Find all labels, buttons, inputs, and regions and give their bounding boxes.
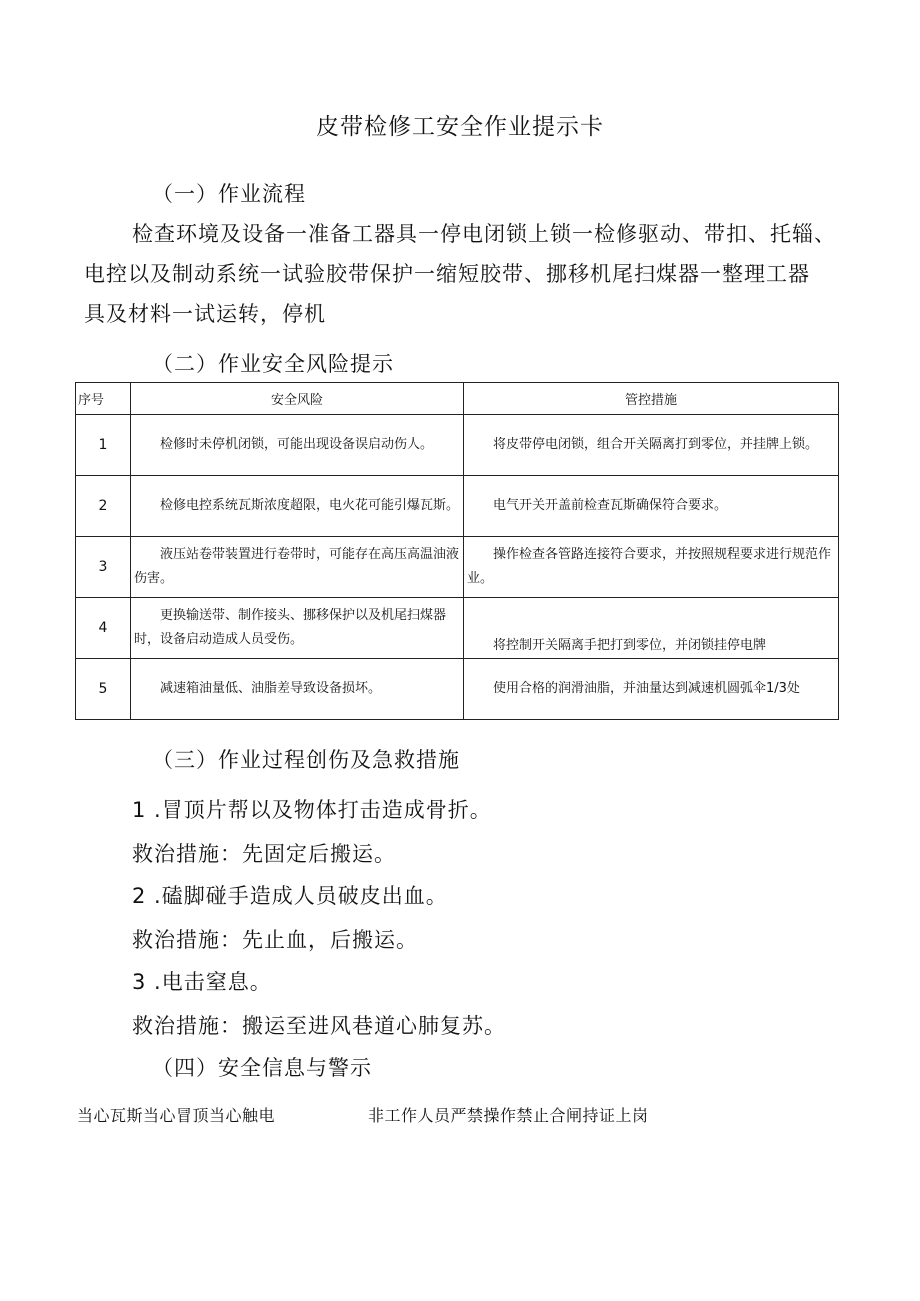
document-title: 皮带检修工安全作业提示卡 [316,114,604,140]
header-no: 序号 [76,383,131,415]
control-text: 将控制开关隔离手把打到零位，并闭锁挂停电牌 [464,598,839,659]
table-row [76,476,839,537]
section-4-heading: （四）安全信息与警示 [152,1056,372,1080]
row-number: 5 [76,659,131,720]
row-number: 4 [76,598,131,659]
workflow-line: 电控以及制动系统一试验胶带保护一缩短胶带、挪移机尾扫煤器一整理工器 [84,262,810,286]
workflow-line: 检查环境及设备一准备工器具一停电闭锁上锁一检修驱动、带扣、托辎、 [132,222,836,246]
header-risk: 安全风险 [131,383,464,415]
risk-text: 检修电控系统瓦斯浓度超限，电火花可能引爆瓦斯。 [131,476,464,537]
risk-table [75,382,839,720]
risk-text: 检修时未停机闭锁，可能出现设备误启动伤人。 [131,415,464,476]
injury-item-1: 1 .冒顶片帮以及物体打击造成骨折。 [132,798,492,822]
control-text: 使用合格的润滑油脂，并油量达到减速机圆弧伞1/3处 [464,659,839,720]
first-aid-3: 救治措施：搬运至进风巷道心肺复苏。 [132,1014,506,1038]
risk-text: 减速箱油量低、油脂差导致设备损坏。 [131,659,464,720]
section-3-heading: （三）作业过程创伤及急救措施 [152,748,460,772]
section-2-heading: （二）作业安全风险提示 [152,352,394,376]
header-control: 管控措施 [464,383,839,415]
first-aid-1: 救治措施：先固定后搬运。 [132,842,396,866]
table-row [76,537,839,598]
table-row [76,659,839,720]
workflow-text [84,214,844,334]
risk-text: 更换输送带、制作接头、挪移保护以及机尾扫煤器时，设备启动造成人员受伤。 [131,598,464,659]
control-text: 电气开关开盖前检查瓦斯确保符合要求。 [464,476,839,537]
table-header-row [76,383,839,415]
table-row [76,598,839,659]
section-1-heading: （一）作业流程 [152,182,306,206]
control-text: 操作检查各管路连接符合要求，并按照规程要求进行规范作业。 [464,537,839,598]
risk-text: 液压站卷带装置进行卷带时，可能存在高压高温油液伤害。 [131,537,464,598]
workflow-line: 具及材料一试运转，停机 [84,302,326,326]
table-row [76,415,839,476]
injury-item-2: 2 .磕脚碰手造成人员破皮出血。 [132,884,448,908]
row-number: 1 [76,415,131,476]
warning-signs-right: 非工作人员严禁操作禁止合闸持证上岗 [368,1106,649,1125]
row-number: 3 [76,537,131,598]
first-aid-2: 救治措施：先止血，后搬运。 [132,928,418,952]
injury-item-3: 3 .电击窒息。 [132,970,272,994]
row-number: 2 [76,476,131,537]
control-text: 将皮带停电闭锁，组合开关隔离打到零位，并挂牌上锁。 [464,415,839,476]
warning-signs-left: 当心瓦斯当心冒顶当心触电 [77,1106,276,1125]
